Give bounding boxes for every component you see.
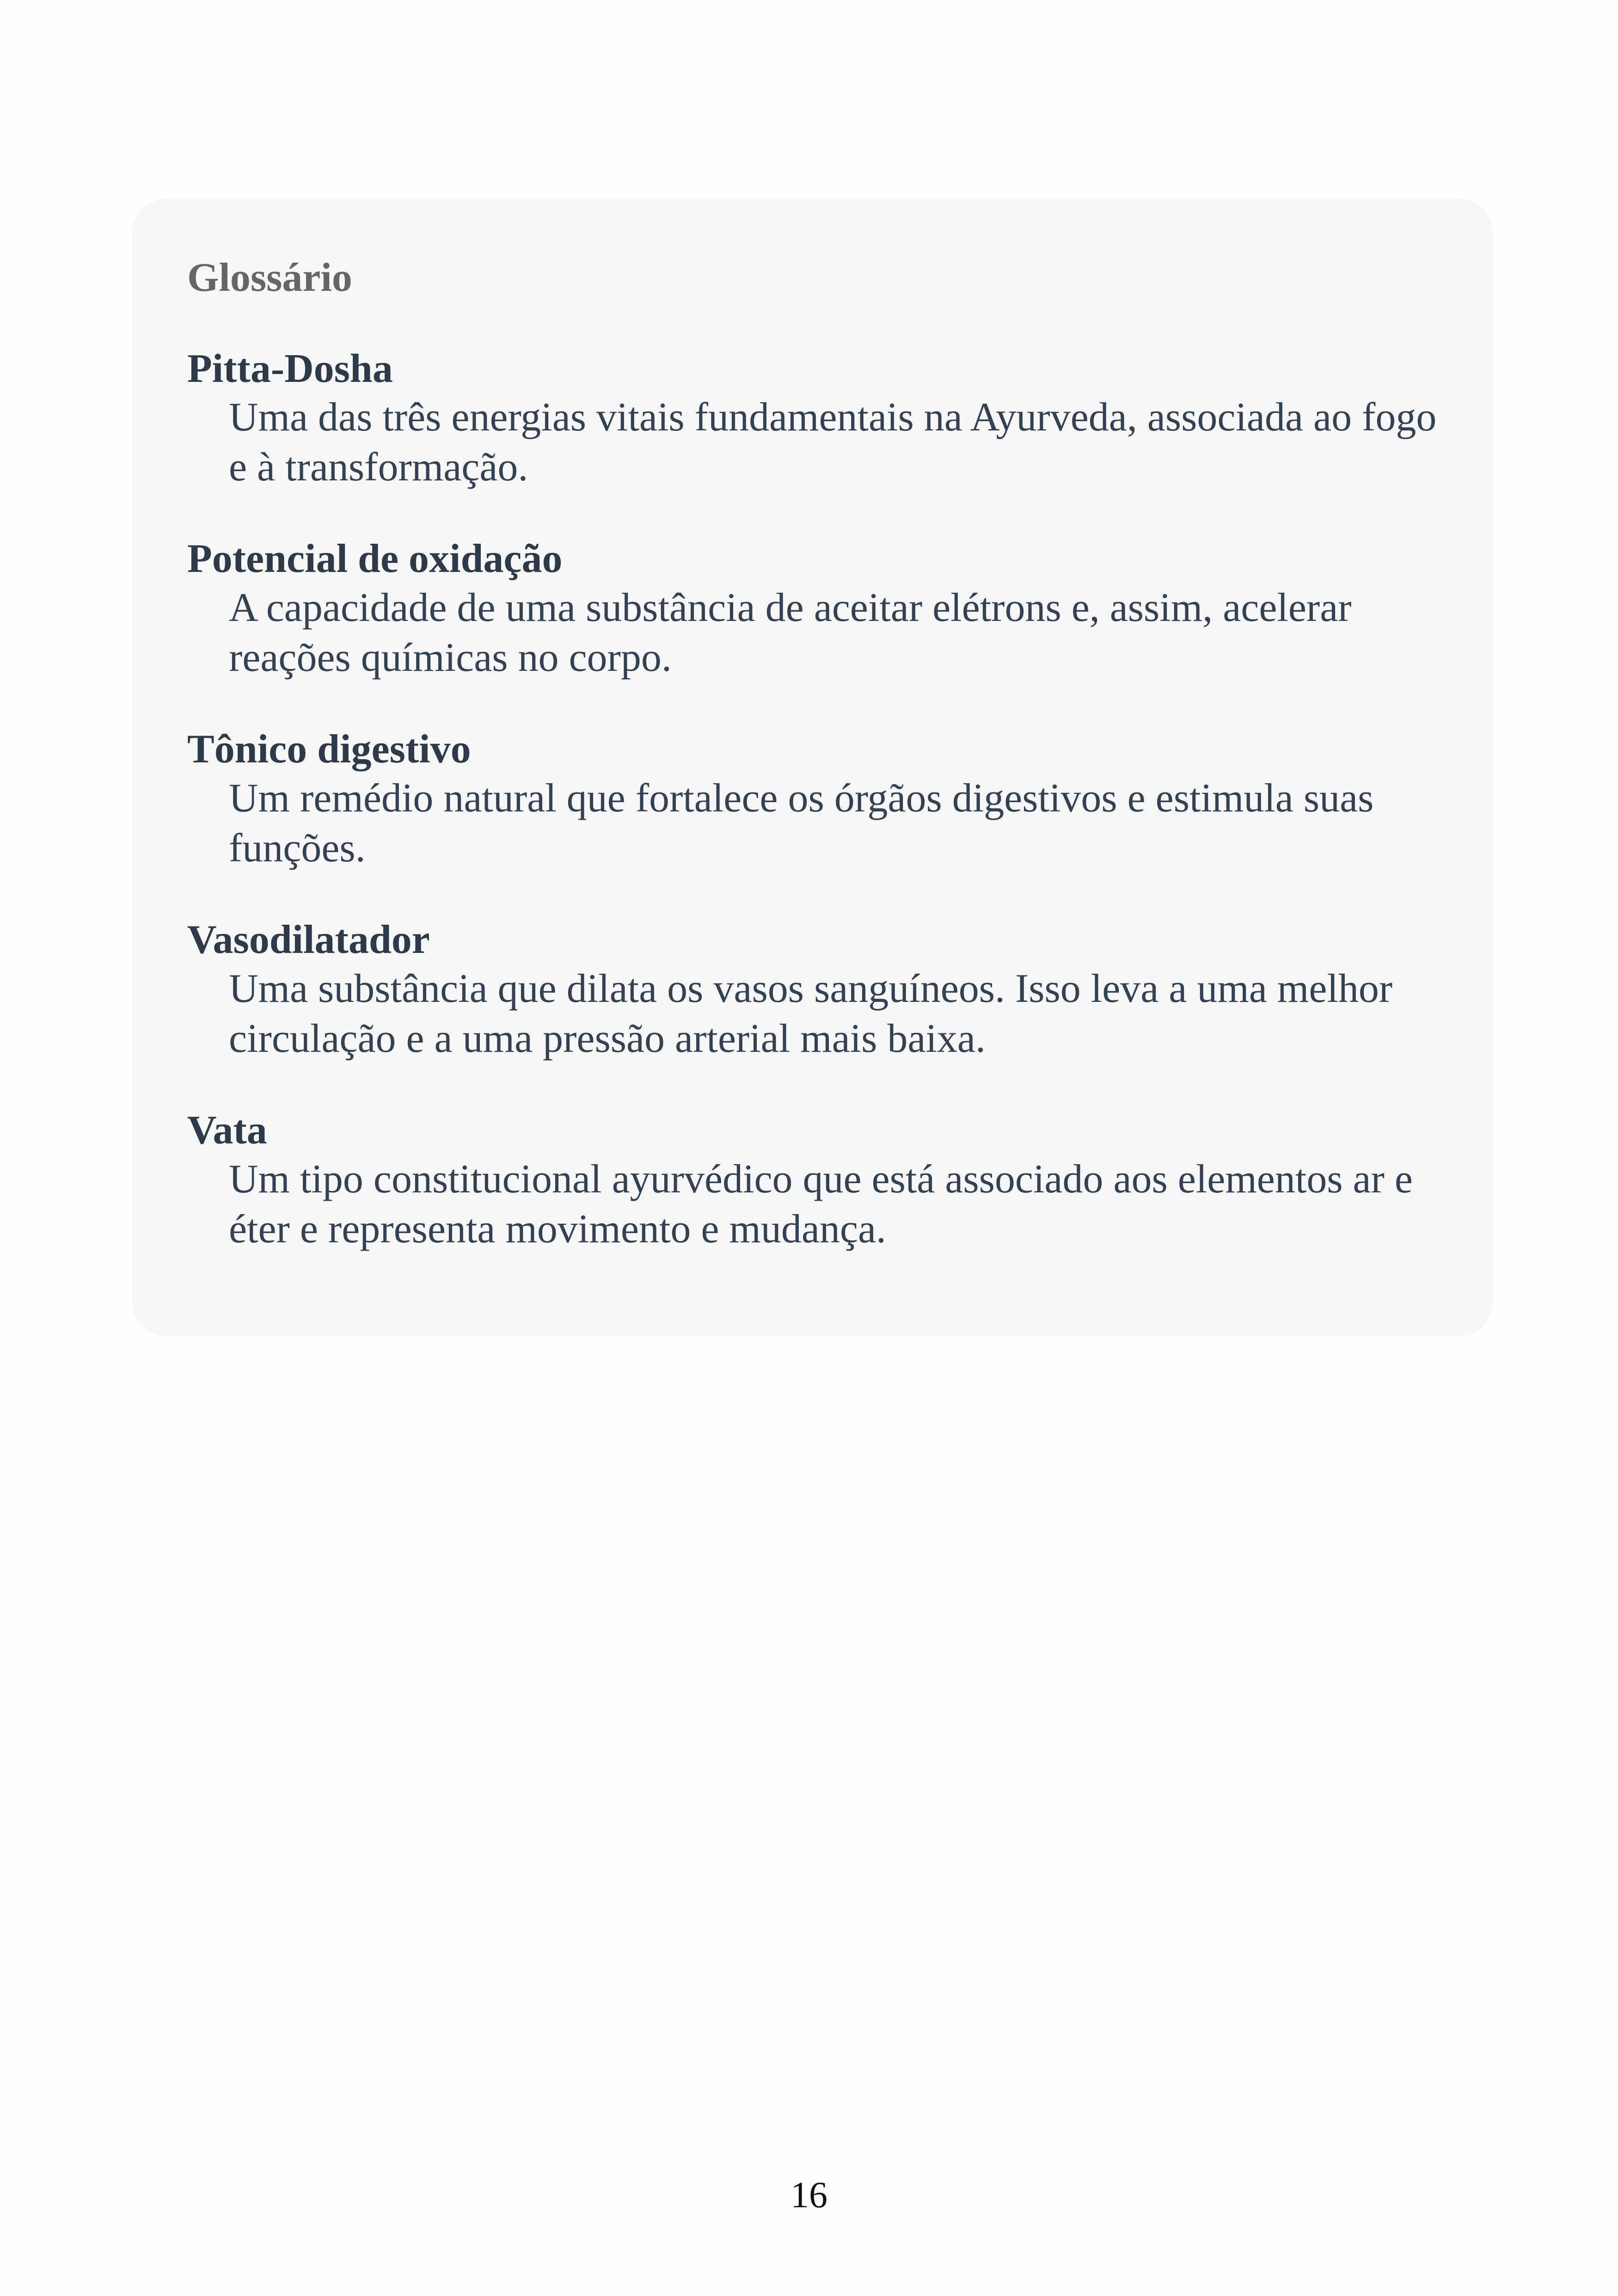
entry-definition: Um tipo constitucional ayurvédico que está associado aos elementos ar e éter e representa movimento e mudança. [229, 1156, 1413, 1252]
entry-definition: Uma substância que dilata os vasos sanguíneos. Isso leva a uma melhor circulação e a uma pressão arterial mais baixa. [229, 966, 1393, 1061]
entry-term: Vata [187, 1107, 267, 1153]
glossary-entry-vata [187, 1106, 1440, 1254]
entry-term: Tônico digestivo [187, 727, 471, 772]
glossary-entry-tonico-digestivo [187, 725, 1440, 873]
glossary-entry-pitta-dosha [187, 345, 1440, 493]
entry-definition: A capacidade de uma substância de aceitar elétrons e, assim, acelerar reações químicas no corpo. [229, 585, 1352, 681]
page-number: 16 [791, 2175, 827, 2216]
entry-term: Vasodilatador [187, 917, 430, 963]
entry-term: Pitta-Dosha [187, 346, 393, 391]
entry-definition: Uma das três energias vitais fundamentais na Ayurveda, associada ao fogo e à transformação. [229, 395, 1437, 490]
glossary-entry-potencial-de-oxidacao [187, 535, 1440, 683]
glossary-box [132, 199, 1493, 1336]
glossary-entry-vasodilatador [187, 916, 1440, 1064]
entry-definition: Um remédio natural que fortalece os órgãos digestivos e estimula suas funções. [229, 776, 1374, 871]
glossary-title: Glossário [187, 255, 352, 300]
entry-term: Potencial de oxidação [187, 536, 563, 582]
